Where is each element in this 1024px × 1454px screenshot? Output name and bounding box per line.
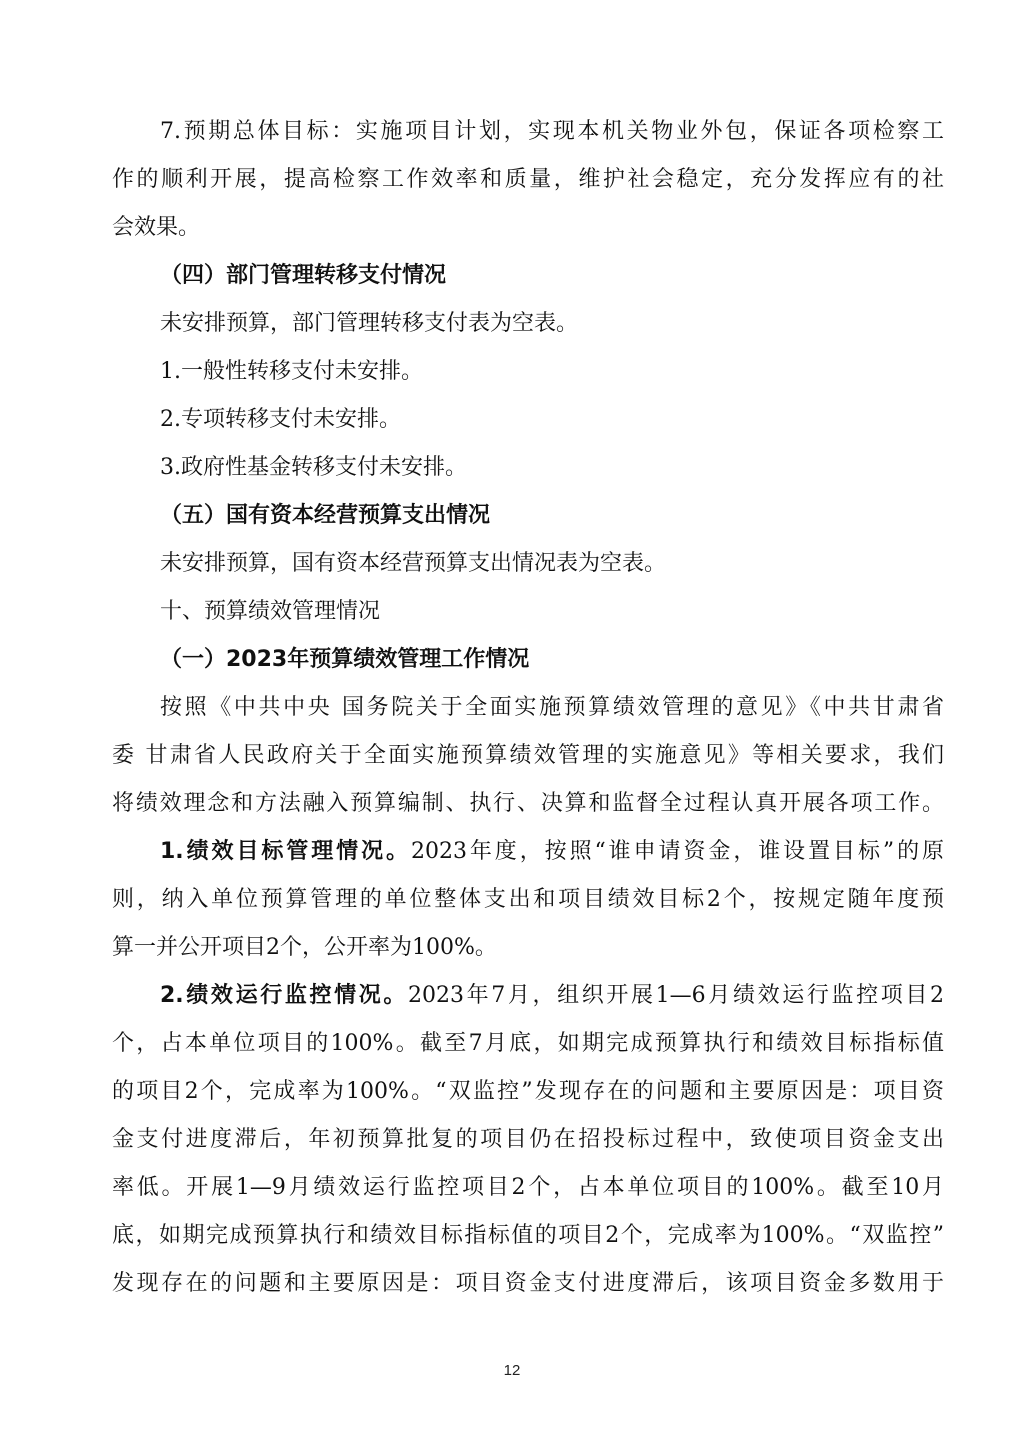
paragraph-text: 2023年度，按照“谁申请资金，谁设置目标”的原 xyxy=(410,839,944,864)
text-line: 1.一般性转移支付未安排。 xyxy=(160,359,423,384)
text-line: 未安排预算，部门管理转移支付表为空表。 xyxy=(160,311,579,336)
page-number: 12 xyxy=(503,1362,521,1379)
text-line: 会效果。 xyxy=(112,215,201,240)
paragraph-lead: 1.绩效目标管理情况。 xyxy=(160,839,411,864)
text-line: 3.政府性基金转移支付未安排。 xyxy=(160,455,467,480)
text-line: 个，占本单位项目的100%。截至7月底，如期完成预算执行和绩效目标指标值 xyxy=(112,1031,944,1056)
paragraph-lead: 2.绩效运行监控情况。 xyxy=(160,983,408,1008)
text-line: 发现存在的问题和主要原因是：项目资金支付进度滞后，该项目资金多数用于 xyxy=(112,1271,944,1296)
document-body xyxy=(112,108,944,1308)
text-line xyxy=(112,972,944,1020)
text-line: 7.预期总体目标：实施项目计划，实现本机关物业外包，保证各项检察工 xyxy=(160,119,944,144)
text-line: 按照《中共中央 国务院关于全面实施预算绩效管理的意见》《中共甘肃省 xyxy=(160,695,944,720)
section-heading: （一）2023年预算绩效管理工作情况 xyxy=(160,647,530,672)
text-line: 作的顺利开展，提高检察工作效率和质量，维护社会稳定，充分发挥应有的社 xyxy=(112,167,944,192)
text-line: 将绩效理念和方法融入预算编制、执行、决算和监督全过程认真开展各项工作。 xyxy=(112,791,944,816)
text-line: 底，如期完成预算执行和绩效目标指标值的项目2个，完成率为100%。“双监控” xyxy=(112,1223,944,1248)
text-line: 的项目2个，完成率为100%。“双监控”发现存在的问题和主要原因是：项目资 xyxy=(112,1079,944,1104)
text-line: 未安排预算，国有资本经营预算支出情况表为空表。 xyxy=(160,551,667,576)
text-line: 十、预算绩效管理情况 xyxy=(160,599,381,624)
text-line: 委 甘肃省人民政府关于全面实施预算绩效管理的实施意见》等相关要求，我们 xyxy=(112,743,944,768)
paragraph-text: 2023年7月，组织开展1—6月绩效运行监控项目2 xyxy=(408,983,944,1008)
text-line: 算一并公开项目2个，公开率为100%。 xyxy=(112,935,497,960)
section-heading: （四）部门管理转移支付情况 xyxy=(160,263,447,288)
text-line: 2.专项转移支付未安排。 xyxy=(160,407,401,432)
section-heading: （五）国有资本经营预算支出情况 xyxy=(160,503,491,528)
text-line: 金支付进度滞后，年初预算批复的项目仍在招投标过程中，致使项目资金支出 xyxy=(112,1127,944,1152)
text-line: 则，纳入单位预算管理的单位整体支出和项目绩效目标2个，按规定随年度预 xyxy=(112,887,944,912)
text-line: 率低。开展1—9月绩效运行监控项目2个，占本单位项目的100%。截至10月 xyxy=(112,1175,944,1200)
text-line xyxy=(112,828,944,876)
